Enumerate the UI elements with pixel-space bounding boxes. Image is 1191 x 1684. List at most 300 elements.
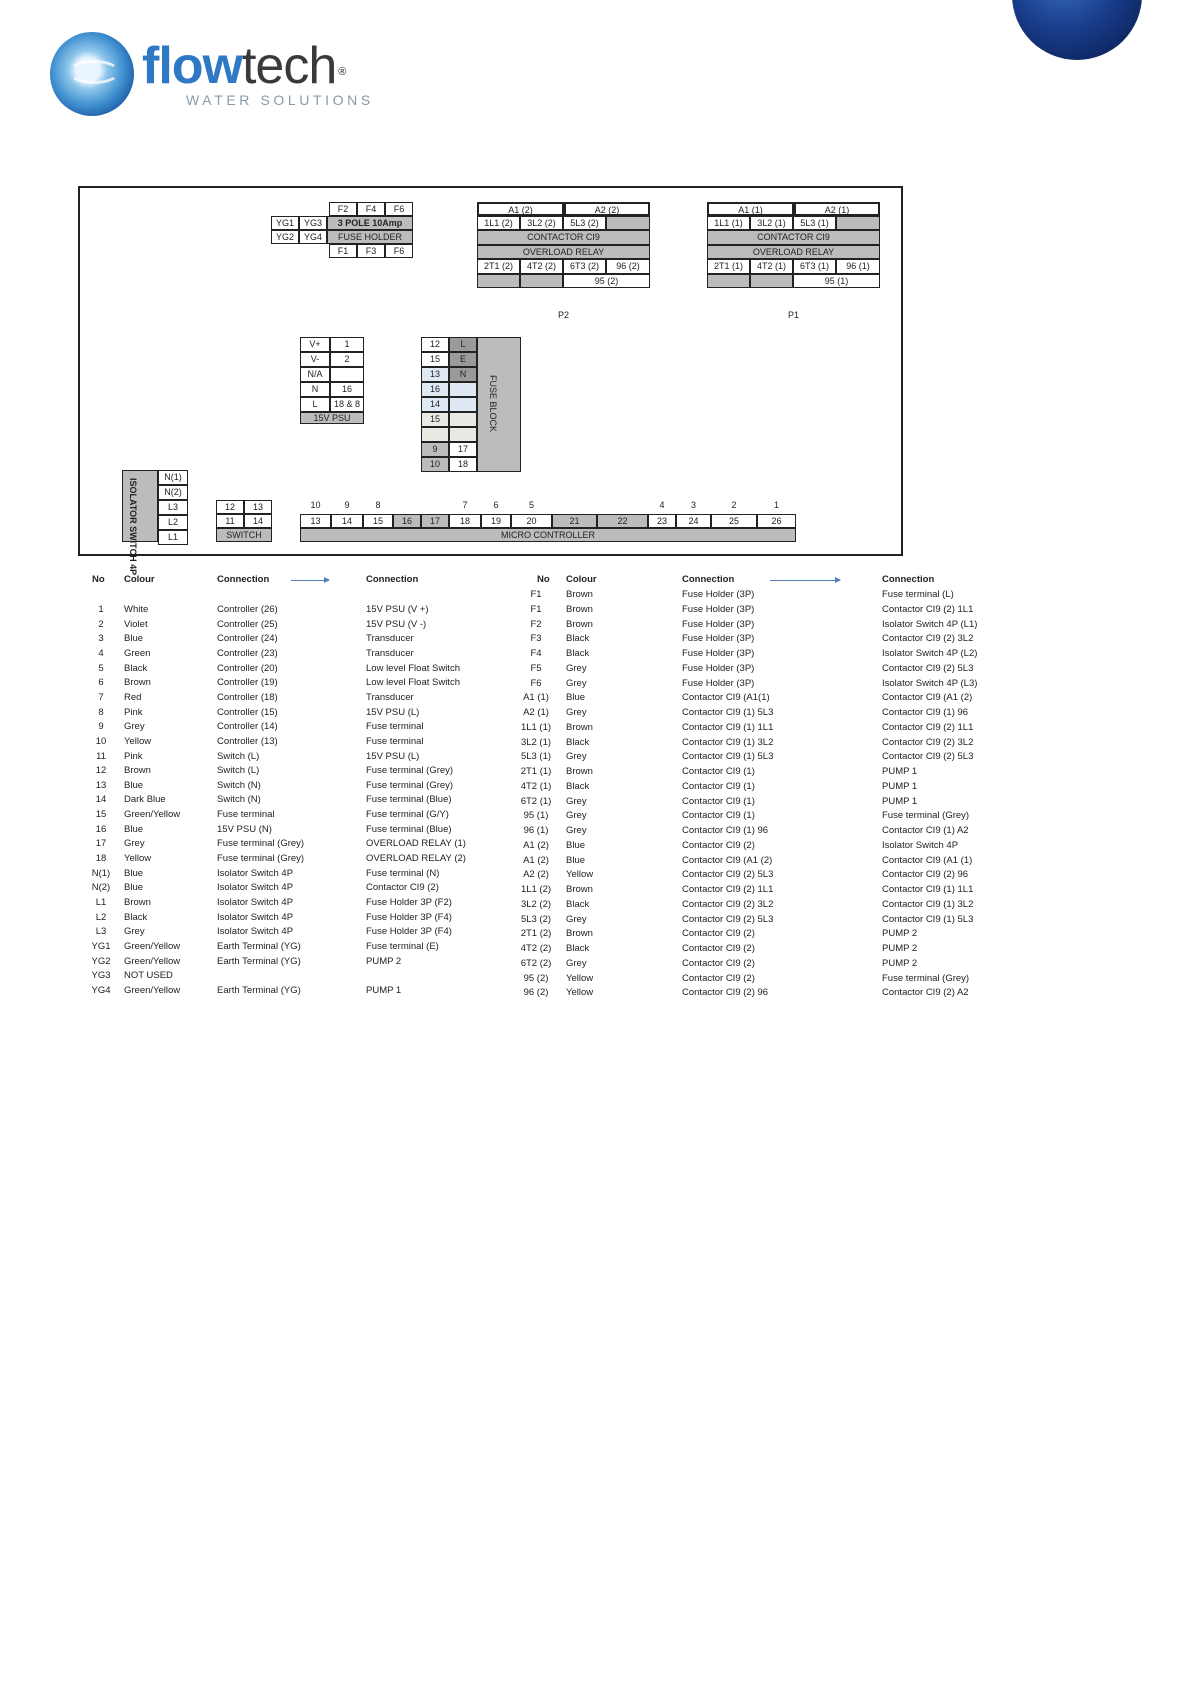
row-number: 4 — [98, 647, 104, 659]
fuse-block-terminal: 13 — [421, 367, 449, 382]
switch-terminal: 12 — [216, 500, 244, 514]
row-colour: Blue — [566, 854, 586, 866]
row-colour: Black — [124, 662, 148, 674]
row-colour: Black — [566, 633, 590, 645]
fuse-block-terminal: 17 — [449, 442, 477, 457]
row-number: F1 — [530, 589, 542, 600]
controller-top-number: 4 — [659, 500, 665, 510]
contactor-p2-overload-label: OVERLOAD RELAY — [477, 245, 650, 259]
row-connection-from: Switch (N) — [217, 794, 261, 806]
contactor-p1-load-terminal: 6T3 (1) — [793, 259, 836, 274]
row-connection-from: Contactor CI9 (2) — [682, 943, 755, 954]
row-connection-from: Switch (L) — [217, 750, 260, 762]
fuse-block-terminal: L — [449, 337, 477, 352]
row-connection-to: 15V PSU (L) — [366, 750, 420, 762]
row-connection-from: Switch (N) — [217, 779, 261, 791]
row-connection-from: Contactor CI9 (A1(1) — [682, 692, 770, 704]
row-colour: Blue — [124, 882, 144, 894]
contactor-p1-95-terminal: 95 (1) — [793, 274, 880, 288]
row-number: 7 — [98, 691, 104, 703]
table-header: Connection — [882, 574, 935, 585]
row-colour: Green/Yellow — [124, 940, 181, 952]
row-connection-to: OVERLOAD RELAY (2) — [366, 853, 466, 865]
fuse-block-terminal: 16 — [421, 382, 449, 397]
row-number: 3L2 (1) — [520, 736, 552, 748]
row-connection-from: Earth Terminal (YG) — [217, 940, 301, 952]
controller-terminal: 23 — [648, 514, 676, 528]
row-number: 6T2 (1) — [520, 795, 552, 807]
controller-terminal: 19 — [481, 514, 511, 528]
row-connection-to: Contactor CI9 (2) 3L2 — [882, 633, 974, 645]
contactor-p2-load-terminal: 96 (2) — [606, 259, 650, 274]
row-connection-to: Fuse terminal (Grey) — [366, 779, 454, 791]
row-connection-from: Fuse Holder (3P) — [682, 677, 755, 689]
controller-label: MICRO CONTROLLER — [300, 528, 796, 542]
row-number: 12 — [95, 765, 107, 777]
contactor-p2-load-terminal: 4T2 (2) — [520, 259, 563, 274]
row-number: 95 (2) — [523, 972, 549, 984]
row-connection-from: Isolator Switch 4P — [217, 867, 294, 879]
row-connection-to: Contactor CI9 (1) 1L1 — [882, 884, 974, 895]
row-colour: Grey — [124, 926, 145, 938]
contactor-p1-load-terminal: 4T2 (1) — [750, 259, 793, 274]
fuse-block-terminal: N — [449, 367, 477, 382]
contactor-p2-a2: A2 (2) — [564, 202, 650, 216]
row-colour: White — [124, 604, 149, 615]
fuse-block-terminal — [449, 427, 477, 442]
fuse-block-terminal: 10 — [421, 457, 449, 472]
row-number: N(1) — [91, 867, 111, 879]
row-number: 5L3 (1) — [520, 751, 552, 763]
contactor-p2-blank — [606, 216, 650, 230]
contactor-p1-a1: A1 (1) — [707, 202, 794, 216]
fuse-block-terminal: 18 — [449, 457, 477, 472]
brand-part1: flow — [142, 37, 242, 95]
fuse-holder-bottom-terminal: F3 — [357, 244, 385, 258]
row-connection-from: Fuse Holder (3P) — [682, 589, 755, 600]
fuse-block-terminal: E — [449, 352, 477, 367]
row-number: A1 (2) — [523, 854, 549, 866]
row-connection-from: Fuse terminal (Grey) — [217, 853, 305, 865]
contactor-p2-load-terminal: 6T3 (2) — [563, 259, 606, 274]
row-colour: Grey — [566, 707, 587, 718]
row-connection-to: OVERLOAD RELAY (1) — [366, 838, 466, 850]
row-number: L3 — [95, 926, 107, 938]
row-colour: Blue — [124, 779, 144, 791]
row-number: F4 — [530, 648, 542, 659]
row-connection-to: Low level Float Switch — [366, 677, 460, 689]
row-connection-from: Fuse terminal — [217, 809, 275, 821]
row-colour: Grey — [124, 838, 145, 850]
contactor-p2-line-terminal: 3L2 (2) — [520, 216, 563, 230]
row-connection-to: Low level Float Switch — [366, 662, 460, 674]
row-connection-from: Switch (L) — [217, 765, 260, 777]
controller-terminal: 21 — [552, 514, 597, 528]
controller-top-number: 7 — [462, 500, 468, 510]
controller-terminal: 24 — [676, 514, 711, 528]
row-connection-from: Contactor CI9 (1) 3L2 — [682, 736, 774, 748]
row-connection-to: Contactor CI9 (1) A2 — [882, 825, 969, 836]
fuse-holder-top-terminal: F2 — [329, 202, 357, 216]
row-connection-from: Contactor CI9 (1) 5L3 — [682, 751, 774, 763]
row-connection-to: Fuse terminal — [366, 735, 424, 747]
switch-terminal: 13 — [244, 500, 272, 514]
row-connection-from: Contactor CI9 (A1 (2) — [682, 854, 773, 866]
yg-terminal: YG2 — [271, 230, 299, 244]
row-colour: Black — [566, 780, 590, 792]
contactor-p2-a1: A1 (2) — [477, 202, 564, 216]
row-colour: Brown — [566, 884, 593, 895]
row-connection-to: Fuse terminal — [366, 721, 424, 733]
row-colour: Grey — [566, 810, 587, 822]
row-number: 1L1 (1) — [520, 721, 552, 733]
fuse-block-terminal — [449, 412, 477, 427]
yg-terminal: YG1 — [271, 216, 299, 230]
row-number: 13 — [95, 779, 107, 791]
row-connection-from: Contactor CI9 (2) — [682, 839, 755, 851]
row-connection-to: Contactor CI9 (2) — [366, 882, 439, 894]
row-number: A1 (1) — [523, 692, 549, 704]
psu-terminal-name: V- — [300, 352, 330, 367]
row-colour: Black — [124, 911, 148, 923]
row-connection-from: Contactor CI9 (2) 96 — [682, 987, 769, 999]
row-colour: Yellow — [566, 987, 594, 999]
row-connection-to: Isolator Switch 4P (L1) — [882, 618, 978, 630]
row-connection-to: Transducer — [366, 633, 414, 645]
isolator-terminal: N(2) — [158, 485, 188, 500]
table-header: No — [537, 574, 550, 585]
row-colour: Pink — [124, 750, 143, 762]
row-number: A1 (2) — [523, 839, 549, 851]
psu-terminal-name: N — [300, 382, 330, 397]
row-colour: Black — [566, 943, 590, 954]
table-header: Colour — [124, 574, 155, 585]
row-colour: Grey — [124, 721, 145, 733]
row-number: 15 — [95, 809, 107, 821]
brand-part2: tech — [241, 37, 337, 95]
row-connection-from: Contactor CI9 (1) 1L1 — [682, 721, 774, 733]
table-header: Connection — [682, 574, 735, 585]
row-colour: Blue — [566, 692, 586, 704]
row-connection-from: Controller (23) — [217, 647, 278, 659]
row-number: F3 — [530, 633, 542, 645]
row-number: YG3 — [91, 970, 111, 982]
contactor-p1-pump-label: P1 — [787, 310, 799, 320]
row-number: 9 — [98, 721, 104, 733]
row-connection-to: Contactor CI9 (2) 3L2 — [882, 736, 974, 748]
row-connection-from: Isolator Switch 4P — [217, 897, 294, 908]
row-connection-from: Fuse Holder (3P) — [682, 603, 755, 615]
row-number: N(2) — [91, 882, 111, 894]
row-connection-to: Contactor CI9 (1) 5L3 — [882, 913, 974, 925]
contactor-p2-pump-label: P2 — [557, 310, 569, 320]
psu-label: 15V PSU — [300, 412, 364, 424]
row-connection-to: Fuse terminal (Blue) — [366, 823, 452, 835]
contactor-p2-95-terminal: 95 (2) — [563, 274, 650, 288]
psu-terminal-number: 16 — [330, 382, 364, 397]
contactor-p1-overload-label: OVERLOAD RELAY — [707, 245, 880, 259]
controller-terminal: 13 — [300, 514, 331, 528]
row-number: 16 — [95, 823, 107, 835]
arrow-icon — [770, 580, 840, 581]
controller-top-number: 8 — [375, 500, 381, 510]
row-colour: Grey — [566, 677, 587, 689]
row-colour: Grey — [566, 913, 587, 925]
row-colour: Brown — [566, 618, 593, 630]
contactor-p1-load-terminal: 96 (1) — [836, 259, 880, 274]
row-connection-from: Contactor CI9 (2) — [682, 972, 755, 984]
contactor-p1-line-terminal: 5L3 (1) — [793, 216, 836, 230]
row-number: YG2 — [91, 955, 111, 967]
row-connection-from: Isolator Switch 4P — [217, 911, 294, 923]
yg-terminal: YG3 — [299, 216, 327, 230]
row-colour: Brown — [566, 766, 593, 777]
row-connection-to: Fuse Holder 3P (F2) — [366, 897, 452, 908]
table-header: Colour — [566, 574, 597, 585]
row-connection-from: Contactor CI9 (1) 5L3 — [682, 707, 774, 718]
brand-tagline: WATER SOLUTIONS — [186, 92, 374, 108]
row-colour: Dark Blue — [124, 794, 166, 806]
row-connection-to: PUMP 2 — [882, 928, 918, 940]
row-number: 14 — [95, 794, 107, 806]
row-connection-to: PUMP 2 — [882, 943, 918, 954]
row-number: F2 — [530, 618, 542, 630]
row-connection-from: Contactor CI9 (1) — [682, 795, 755, 807]
row-colour: Yellow — [124, 735, 152, 747]
psu-terminal-name: L — [300, 397, 330, 412]
row-connection-from: Contactor CI9 (1) 96 — [682, 825, 769, 836]
row-connection-to: PUMP 1 — [882, 766, 918, 777]
row-connection-from: Controller (24) — [217, 633, 278, 645]
row-number: 1L1 (2) — [520, 884, 552, 895]
row-connection-to: Contactor CI9 (2) 1L1 — [882, 603, 974, 615]
row-colour: Brown — [566, 928, 593, 940]
row-number: F5 — [530, 662, 542, 674]
row-colour: Yellow — [566, 972, 594, 984]
row-connection-from: Earth Terminal (YG) — [217, 984, 301, 996]
controller-terminal: 18 — [449, 514, 481, 528]
row-connection-from: Fuse Holder (3P) — [682, 662, 755, 674]
row-connection-to: Contactor CI9 (2) A2 — [882, 987, 969, 999]
fuse-block-body — [477, 337, 521, 472]
fuse-holder-label: FUSE HOLDER — [327, 230, 413, 244]
fuse-holder-top-terminal: F4 — [357, 202, 385, 216]
row-connection-to: Fuse terminal (Grey) — [882, 972, 970, 984]
row-number: 3L2 (2) — [520, 898, 552, 910]
switch-terminal: 11 — [216, 514, 244, 528]
contactor-p2-blank — [477, 274, 520, 288]
row-colour: Grey — [566, 795, 587, 807]
row-connection-to: PUMP 1 — [882, 795, 918, 807]
logo-icon — [50, 32, 134, 116]
row-colour: Brown — [124, 765, 151, 777]
row-connection-from: Contactor CI9 (2) 5L3 — [682, 869, 774, 881]
psu-terminal-number: 1 — [330, 337, 364, 352]
psu-terminal-number — [330, 367, 364, 382]
contactor-p2-line-terminal: 5L3 (2) — [563, 216, 606, 230]
row-connection-from: Controller (13) — [217, 735, 278, 747]
row-number: 5 — [98, 662, 104, 674]
row-number: 6T2 (2) — [520, 957, 552, 969]
controller-terminal: 26 — [757, 514, 796, 528]
brand-logo-text — [142, 37, 346, 95]
contactor-p1-load-terminal: 2T1 (1) — [707, 259, 750, 274]
isolator-terminal: N(1) — [158, 470, 188, 485]
row-connection-to: PUMP 2 — [366, 955, 402, 967]
row-connection-to: Transducer — [366, 647, 414, 659]
controller-top-number: 9 — [344, 500, 350, 510]
row-number: 10 — [95, 735, 107, 747]
psu-terminal-number: 18 & 8 — [330, 397, 364, 412]
row-connection-from: Fuse terminal (Grey) — [217, 838, 305, 850]
controller-terminal: 20 — [511, 514, 552, 528]
row-colour: Green/Yellow — [124, 984, 181, 996]
row-connection-to: Contactor CI9 (A1 (2) — [882, 692, 973, 704]
row-number: 2 — [98, 618, 104, 630]
row-connection-to: Contactor CI9 (2) 5L3 — [882, 751, 974, 763]
table-header: Connection — [217, 574, 270, 585]
psu-terminal-number: 2 — [330, 352, 364, 367]
fuse-holder-bottom-terminal: F6 — [385, 244, 413, 258]
row-connection-from: Earth Terminal (YG) — [217, 955, 301, 967]
fuse-block-terminal: 15 — [421, 352, 449, 367]
row-number: 5L3 (2) — [520, 913, 552, 925]
row-connection-to: Contactor CI9 (2) 1L1 — [882, 721, 974, 733]
row-connection-from: Contactor CI9 (2) — [682, 928, 755, 940]
controller-top-number: 1 — [773, 500, 779, 510]
contactor-p1-line-terminal: 1L1 (1) — [707, 216, 750, 230]
row-connection-to: Fuse terminal (G/Y) — [366, 809, 449, 821]
contactor-p2-contactor-label: CONTACTOR CI9 — [477, 230, 650, 245]
row-number: 4T2 (2) — [520, 943, 552, 954]
row-colour: Green/Yellow — [124, 809, 181, 821]
fuse-holder-title: 3 POLE 10Amp — [327, 216, 413, 230]
row-number: 17 — [95, 838, 107, 850]
row-connection-from: Fuse Holder (3P) — [682, 633, 755, 645]
arrow-icon — [291, 580, 329, 581]
row-connection-to: Transducer — [366, 691, 414, 703]
row-connection-from: Controller (20) — [217, 662, 278, 674]
row-colour: Blue — [124, 633, 144, 645]
row-number: 2T1 (2) — [520, 928, 552, 940]
row-connection-to: Contactor CI9 (1) 96 — [882, 707, 969, 718]
row-colour: Green — [124, 647, 151, 659]
row-colour: Brown — [566, 721, 593, 733]
row-connection-to: Contactor CI9 (2) 96 — [882, 869, 969, 881]
row-number: 6 — [98, 677, 104, 689]
row-connection-from: Controller (26) — [217, 604, 278, 615]
row-colour: Blue — [124, 823, 144, 835]
controller-terminal: 14 — [331, 514, 363, 528]
row-colour: Brown — [124, 677, 151, 689]
isolator-terminal: L2 — [158, 515, 188, 530]
row-connection-from: Controller (25) — [217, 618, 278, 630]
registered-mark: ® — [338, 66, 346, 78]
row-connection-from: Fuse Holder (3P) — [682, 618, 755, 630]
row-number: F1 — [530, 603, 542, 615]
row-number: 1 — [98, 604, 104, 615]
row-connection-to: Fuse Holder 3P (F4) — [366, 926, 452, 938]
row-colour: Green/Yellow — [124, 955, 181, 967]
controller-top-number: 3 — [690, 500, 696, 510]
controller-terminal: 22 — [597, 514, 648, 528]
fuse-holder-bottom-terminal: F1 — [329, 244, 357, 258]
row-colour: Brown — [566, 603, 593, 615]
row-connection-from: Controller (14) — [217, 721, 278, 733]
contactor-p1-blank — [836, 216, 880, 230]
row-connection-from: 15V PSU (N) — [217, 823, 272, 835]
row-connection-to: Fuse terminal (Blue) — [366, 794, 452, 806]
row-connection-to: Fuse terminal (E) — [366, 940, 439, 952]
row-number: A2 (1) — [523, 707, 549, 718]
row-connection-to: Contactor CI9 (2) 5L3 — [882, 662, 974, 674]
row-number: 2T1 (1) — [520, 766, 552, 777]
controller-top-number: 5 — [528, 500, 534, 510]
yg-terminal: YG4 — [299, 230, 327, 244]
fuse-block-terminal — [449, 382, 477, 397]
contactor-p1-blank — [750, 274, 793, 288]
row-connection-to: Fuse terminal (N) — [366, 867, 440, 879]
switch-terminal: 14 — [244, 514, 272, 528]
row-number: F6 — [530, 677, 542, 689]
row-number: 96 (2) — [523, 987, 549, 999]
row-colour: Blue — [124, 867, 144, 879]
row-number: 8 — [98, 706, 104, 718]
contactor-p1-contactor-label: CONTACTOR CI9 — [707, 230, 880, 245]
contactor-p2-load-terminal: 2T1 (2) — [477, 259, 520, 274]
fuse-block-terminal — [421, 427, 449, 442]
controller-terminal: 15 — [363, 514, 393, 528]
row-number: YG4 — [91, 984, 111, 996]
row-connection-from: Contactor CI9 (1) — [682, 810, 755, 822]
row-colour: Grey — [566, 957, 587, 969]
isolator-label: ISOLATOR SWITCH 4P — [128, 478, 138, 576]
row-connection-to: PUMP 1 — [882, 780, 918, 792]
row-connection-to: Fuse terminal (Grey) — [366, 765, 454, 777]
fuse-block-terminal — [449, 397, 477, 412]
row-connection-from: Isolator Switch 4P — [217, 882, 294, 894]
row-colour: Blue — [566, 839, 586, 851]
row-connection-from: Fuse Holder (3P) — [682, 648, 755, 659]
fuse-block-terminal: 15 — [421, 412, 449, 427]
wiring-diagram — [78, 186, 903, 576]
row-colour: Black — [566, 898, 590, 910]
controller-terminal: 25 — [711, 514, 757, 528]
row-colour: Grey — [566, 751, 587, 763]
row-connection-to: Fuse terminal (L) — [882, 589, 954, 600]
controller-terminal: 17 — [421, 514, 449, 528]
row-colour: Grey — [566, 825, 587, 836]
row-colour: Brown — [124, 897, 151, 908]
psu-terminal-name: N/A — [300, 367, 330, 382]
row-connection-from: Contactor CI9 (2) 1L1 — [682, 884, 774, 895]
isolator-terminal: L1 — [158, 530, 188, 545]
row-connection-to: PUMP 1 — [366, 984, 402, 996]
row-number: YG1 — [91, 940, 111, 952]
row-number: 96 (1) — [523, 825, 549, 836]
row-number: 4T2 (1) — [520, 780, 552, 792]
fuse-block-terminal: 9 — [421, 442, 449, 457]
row-connection-from: Controller (18) — [217, 691, 278, 703]
row-number: 18 — [95, 853, 107, 865]
fuse-block-terminal: 12 — [421, 337, 449, 352]
row-connection-to: Fuse terminal (Grey) — [882, 810, 970, 822]
row-colour: Violet — [124, 618, 148, 630]
row-colour: Grey — [566, 662, 587, 674]
row-connection-from: Contactor CI9 (2) 3L2 — [682, 898, 774, 910]
contactor-p2-line-terminal: 1L1 (2) — [477, 216, 520, 230]
row-colour: Black — [566, 736, 590, 748]
